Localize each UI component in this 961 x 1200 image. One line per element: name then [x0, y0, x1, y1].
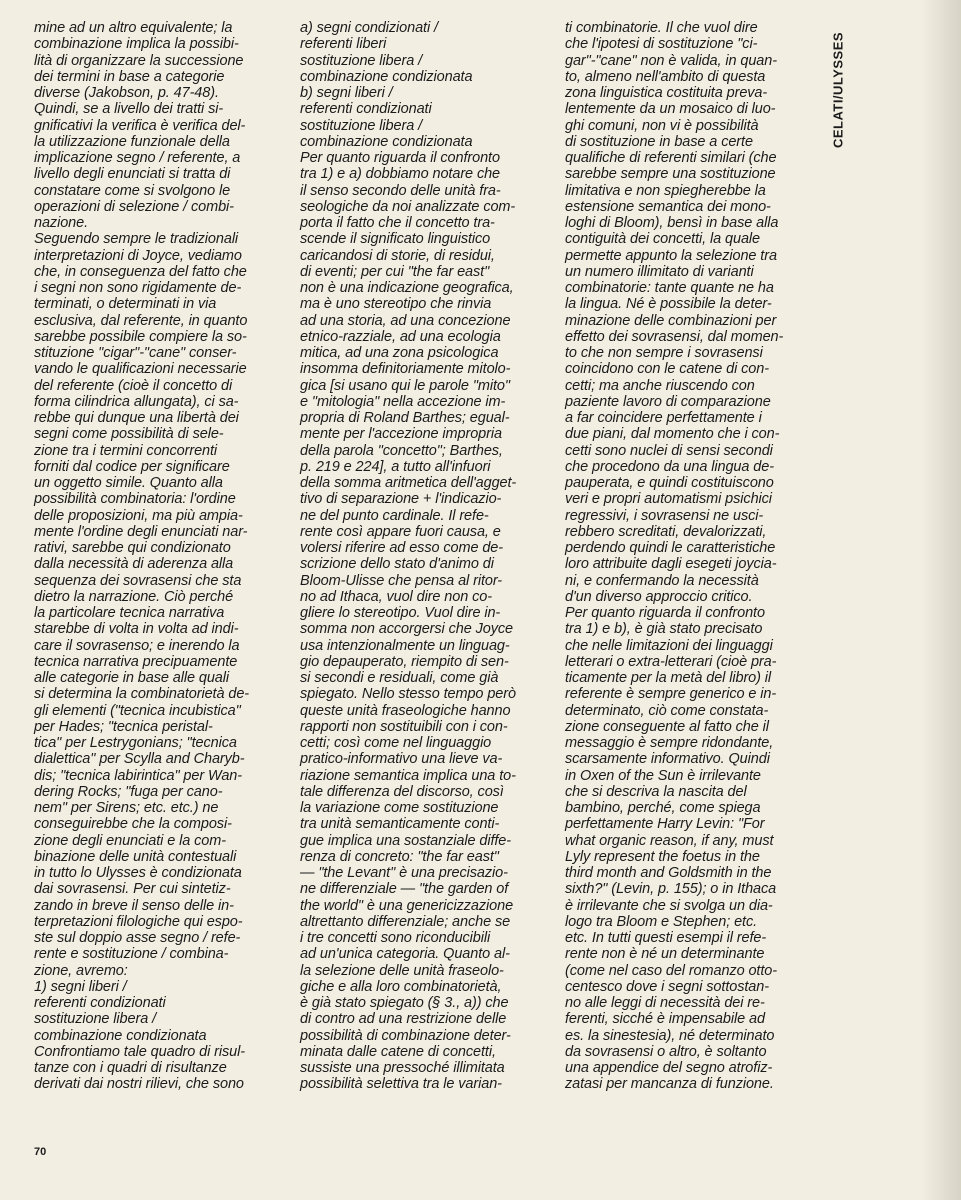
text-line: — "the Levant" è una precisazio- [300, 865, 508, 881]
text-line: che si descriva la nascita del [565, 783, 747, 800]
text-line: ferenti, sicché è impensabile ad [565, 1011, 765, 1028]
text-line: veri e propri automatismi psichici [565, 491, 772, 508]
text-line: referenti condizionati [34, 995, 166, 1011]
text-line: renza di concreto: "the far east" [300, 848, 499, 865]
text-line: the world" è una genericizzazione [300, 897, 514, 914]
text-line: usa intenzionalmente un linguag- [300, 637, 510, 654]
text-line: vando le qualificazioni necessarie [34, 361, 247, 378]
text-line: starebbe di volta in volta ad indi- [34, 621, 239, 638]
text-line: tra 1) e a) dobbiamo notare che [300, 166, 501, 183]
text-line: derivati dai nostri rilievi, che sono [34, 1076, 244, 1093]
text-line: somma non accorgersi che Joyce [300, 621, 513, 638]
text-line: gnificativi la verifica è verifica del- [34, 117, 246, 134]
text-line: tra 1) e b), è già stato precisato [565, 621, 763, 638]
text-line: la particolare tecnica narrativa [34, 605, 225, 621]
text-line: pauperata, e quindi costituiscono [565, 475, 774, 491]
running-head [828, 30, 848, 150]
text-line: caricandosi di storie, di residui, [300, 247, 495, 264]
text-line: del referente (cioè il concetto di [34, 377, 233, 394]
text-line: gar"-"cane" non è valida, in quan- [565, 52, 777, 69]
text-line: dering Rocks; "fuga per cano- [34, 783, 223, 800]
text-line: delle proposizioni, ma più ampia- [34, 507, 243, 524]
text-line: letterari o extra-letterari (cioè pra- [565, 653, 777, 670]
text-line: combinazione condizionata [300, 133, 473, 150]
text-line: non è una indicazione geografica, [300, 280, 514, 296]
text-line: ad un'unica categoria. Quanto al- [300, 946, 510, 963]
text-line: conseguirebbe che la composi- [34, 816, 232, 833]
text-line: forniti dal codice per significare [34, 458, 230, 475]
text-line: dalla necessità di aderenza alla [34, 556, 234, 573]
text-line: etnico-razziale, ad una ecologia [300, 328, 501, 345]
text-line: alle categorie in base alle quali [34, 670, 229, 686]
text-line: third month and Goldsmith in the [565, 865, 772, 881]
text-line: in tutto lo Ulysses è condizionata [34, 865, 242, 881]
text-line: riazione semantica implica una to- [300, 767, 516, 784]
text-line: determinato, ciò come constata- [565, 702, 769, 719]
text-line: della parola "concetto"; Barthes, [300, 442, 503, 459]
text-line: rebbe qui dunque una libertà dei [34, 410, 239, 426]
text-line: volersi riferire ad esso come de- [300, 540, 503, 556]
text-line: di eventi; per cui "the far east" [300, 263, 490, 280]
text-line: combinazione implica la possibi- [34, 36, 239, 53]
text-line: terpretazioni filologiche qui espo- [34, 913, 243, 930]
text-line: minazione delle combinazioni per [565, 312, 777, 329]
text-line: tanze con i quadri di risultanze [34, 1060, 227, 1076]
text-line: ni, e confermando la necessità [565, 572, 759, 589]
text-line: cetti; ma anche riuscendo con [565, 377, 755, 394]
text-line: dis; "tecnica labirintica" per Wan- [34, 767, 243, 784]
text-line: i segni non sono rigidamente de- [34, 280, 242, 296]
text-line: Per quanto riguarda il confronto [565, 605, 765, 621]
text-line: permette appunto la selezione tra [565, 247, 777, 264]
text-line: sarebbe sempre una sostituzione [565, 166, 776, 183]
text-line: mente l'ordine degli enunciati nar- [34, 523, 248, 540]
text-line: sostituzione libera / [34, 1011, 157, 1028]
text-line: messaggio è sempre ridondante, [565, 735, 774, 751]
text-line: rapporti non sostituibili con i con- [300, 718, 508, 735]
text-line: la lingua. Né è possibile la deter- [565, 296, 772, 313]
text-line: la selezione delle unità fraseolo- [300, 962, 504, 979]
text-line: minata dalle catene di concetti, [300, 1043, 496, 1060]
text-line: queste unità fraseologiche hanno [300, 702, 511, 719]
text-line: b) segni liberi / [300, 85, 393, 101]
text-line: referenti liberi [300, 36, 387, 53]
text-line: nem" per Sirens; etc. etc.) ne [34, 800, 219, 816]
text-line: livello degli enunciati si tratta di [34, 166, 231, 183]
text-line: lità di organizzare la successione [34, 52, 244, 69]
text-line: si determina la combinatorietà de- [34, 686, 250, 703]
text-line: sixth?" (Levin, p. 155); o in Ithaca [565, 881, 777, 898]
text-line: giche e alla loro combinatorietà, [300, 978, 502, 995]
text-line: interpretazioni di Joyce, vediamo [34, 247, 242, 264]
text-line: centesco dove i segni sottostan- [565, 978, 769, 995]
text-line: a) segni condizionati / [300, 20, 438, 36]
text-line: ti combinatorie. Il che vuol dire [565, 20, 758, 36]
text-line: sussiste una pressoché illimitata [300, 1060, 505, 1076]
text-line: what organic reason, if any, must [565, 832, 774, 849]
text-line: logo tra Bloom e Stephen; etc. [565, 913, 758, 930]
text-line: zione, avremo: [34, 962, 128, 979]
text-line: estensione semantica dei mono- [565, 198, 771, 215]
text-line: di contro ad una restrizione delle [300, 1011, 507, 1028]
text-column-3 [565, 20, 819, 1093]
text-line: lentemente da un mosaico di luo- [565, 101, 776, 118]
text-line: e "mitologia" nella accezione im- [300, 393, 506, 410]
text-line: che nelle limitazioni dei linguaggi [565, 637, 773, 654]
text-line: regressivi, i sovrasensi ne usci- [565, 507, 764, 524]
text-line: sarebbe possibile compiere la so- [34, 328, 247, 345]
text-line: mitica, ad una zona psicologica [300, 345, 499, 361]
text-line: zione conseguente al fatto che il [565, 718, 769, 735]
text-line: cetti sono nuclei di sensi secondi [565, 442, 773, 459]
text-line: pratico-informativo una lieve va- [300, 751, 503, 768]
text-line: propria di Roland Barthes; egual- [300, 410, 510, 426]
text-line: ticamente per la metà del libro) il [565, 670, 772, 686]
text-line: si secondi e residuali, come già [300, 670, 499, 686]
text-line: che l'ipotesi di sostituzione "ci- [565, 36, 758, 53]
text-line: mine ad un altro equivalente; la [34, 20, 233, 36]
text-line: tica" per Lestrygonians; "tecnica [34, 735, 237, 751]
text-line: ghi comuni, non vi è possibilità [565, 117, 759, 134]
text-line: mente per l'accezione impropria [300, 426, 502, 443]
text-line: to che non sempre i sovrasensi [565, 345, 763, 361]
text-line: sostituzione libera / [300, 52, 423, 69]
text-line: la utilizzazione funzionale della [34, 133, 230, 150]
text-line: Bloom-Ulisse che pensa al ritor- [300, 572, 503, 589]
text-line: ma è uno stereotipo che rinvia [300, 296, 492, 313]
text-line: in Oxen of the Sun è irrilevante [565, 767, 761, 784]
text-line: la variazione come sostituzione [300, 800, 499, 816]
text-line: combinazione condizionata [300, 68, 473, 85]
text-line: ne del punto cardinale. Il refe- [300, 507, 489, 524]
text-line: limitativa e non spiegherebbe la [565, 182, 766, 199]
text-line: sostituzione libera / [300, 117, 423, 134]
text-line: a far coincidere perfettamente i [565, 410, 762, 426]
text-line: dialettica" per Scylla and Charyb- [34, 751, 245, 768]
text-line: Seguendo sempre le tradizionali [34, 231, 239, 248]
text-line: perfettamente Harry Levin: "For [565, 816, 765, 833]
text-line: sequenza dei sovrasensi che sta [34, 572, 242, 589]
text-line: dei termini in base a categorie [34, 68, 225, 85]
text-line: dai sovrasensi. Per cui sintetiz- [34, 881, 231, 898]
text-line: perdendo quindi le caratteristiche [565, 540, 776, 556]
text-line: porta il fatto che il concetto tra- [300, 215, 495, 231]
text-line: effetto dei sovrasensi, dal momen- [565, 328, 784, 345]
text-line: nazione. [34, 215, 89, 231]
text-column-1 [34, 20, 286, 1093]
running-head-text: CELATI/ULYSSES [830, 31, 846, 149]
text-line: loghi di Bloom), bensì in base alla [565, 215, 779, 231]
text-line: che procedono da una lingua de- [565, 458, 774, 475]
text-line: possibilità di combinazione deter- [300, 1027, 511, 1044]
text-line: scarsamente informativo. Quindi [565, 751, 770, 768]
text-line: seologiche da noi analizzate com- [300, 198, 516, 215]
text-line: il senso secondo delle unità fra- [300, 182, 501, 199]
text-line: scende il significato linguistico [300, 231, 491, 248]
text-line: di sostituzione in base a certe [565, 133, 753, 150]
text-line: gliere lo stereotipo. Vuol dire in- [300, 605, 501, 621]
text-line: es. la sinestesia), né determinato [565, 1027, 775, 1044]
text-line: to, almeno nell'ambito di questa [565, 68, 766, 85]
text-line: rente e sostituzione / combina- [34, 946, 229, 963]
text-line: possibilità selettiva tra le varian- [300, 1076, 502, 1093]
text-line: combinatorie: tante quante ne ha [565, 280, 774, 296]
text-line: 1) segni liberi / [34, 978, 127, 995]
text-line: zione degli enunciati e la com- [34, 832, 226, 849]
text-line: tale differenza del discorso, così [300, 783, 504, 800]
text-line: zatasi per mancanza di funzione. [565, 1076, 774, 1093]
text-line: che, in conseguenza del fatto che [34, 263, 247, 280]
text-line: tecnica narrativa precipuamente [34, 653, 238, 670]
text-column-2 [300, 20, 554, 1093]
text-line: implicazione segno / referente, a [34, 150, 241, 166]
text-line: ne differenziale — "the garden of [300, 881, 509, 898]
text-line: (come nel caso del romanzo otto- [565, 962, 777, 979]
text-line: binazione delle unità contestuali [34, 848, 237, 865]
text-line: segni come possibilità di sele- [34, 426, 224, 443]
text-line: per Hades; "tecnica peristal- [34, 718, 213, 735]
text-line: Quindi, se a livello dei tratti si- [34, 101, 224, 118]
text-line: referente è sempre generico e in- [565, 686, 777, 703]
text-line: terminati, o determinati in via [34, 296, 217, 313]
text-line: due piani, dal momento che i con- [565, 426, 780, 443]
text-line: ste sul doppio asse segno / refe- [34, 930, 241, 946]
text-line: rente così appare fuori causa, e [300, 523, 501, 540]
text-line: paziente lavoro di comparazione [565, 393, 771, 410]
text-line: possibilità combinatoria: l'ordine [34, 491, 236, 508]
text-line: diverse (Jakobson, p. 47-48). [34, 85, 219, 101]
text-line: Lyly represent the foetus in the [565, 848, 760, 865]
text-line: referenti condizionati [300, 101, 432, 118]
text-line: combinazione condizionata [34, 1027, 207, 1044]
text-line: rativi, sarebbe qui condizionato [34, 540, 231, 556]
text-line: coincidono con le catene di con- [565, 361, 769, 378]
text-line: gli elementi ("tecnica incubistica" [34, 702, 241, 719]
text-line: scrizione dello stato d'animo di [300, 556, 494, 573]
text-line: gica [si usano qui le parole "mito" [300, 377, 510, 394]
text-line: qualifiche di referenti similari (che [565, 150, 777, 166]
text-line: no alle leggi di necessità dei re- [565, 995, 765, 1011]
text-line: Per quanto riguarda il confronto [300, 150, 500, 166]
text-line: cetti; così come nel linguaggio [300, 735, 492, 751]
text-line: altrettanto differenziale; anche se [300, 913, 511, 930]
text-line: una appendice del segno atrofiz- [565, 1060, 773, 1076]
text-line: zione tra i termini concorrenti [34, 442, 218, 459]
text-line: un numero illimitato di varianti [565, 263, 754, 280]
text-line: un oggetto simile. Quanto alla [34, 475, 223, 491]
text-line: spiegato. Nello stesso tempo però [300, 686, 516, 703]
text-line: ad una storia, ad una concezione [300, 312, 511, 329]
text-line: stituzione "cigar"-"cane" conser- [34, 345, 237, 361]
text-line: loro attribuite dagli esegeti joycia- [565, 556, 777, 573]
page-number: 70 [34, 1146, 47, 1158]
text-line: operazioni di selezione / combi- [34, 198, 234, 215]
text-line: p. 219 e 224], a tutto all'infuori [300, 458, 491, 475]
text-line: zando in breve il senso delle in- [34, 897, 234, 914]
text-line: i tre concetti sono riconducibili [300, 930, 491, 946]
text-line: rebbero screditati, devalorizzati, [565, 523, 767, 540]
text-line: esclusiva, dal referente, in quanto [34, 312, 248, 329]
text-line: constatare come si svolgono le [34, 182, 231, 199]
text-line: zona linguistica costituita preva- [565, 85, 768, 101]
text-line: è irrilevante che si svolga un dia- [565, 897, 773, 914]
text-line: contiguità dei concetti, la quale [565, 231, 760, 248]
text-line: è già stato spiegato (§ 3., a)) che [300, 995, 509, 1011]
text-line: insomma definitoriamente mitolo- [300, 361, 511, 378]
text-line: no ad Ithaca, vuol dire non co- [300, 588, 492, 605]
text-line: tivo di separazione + l'indicazio- [300, 491, 502, 508]
text-line: rente non è né un determinante [565, 946, 765, 963]
text-line: gue implica una sostanziale diffe- [300, 832, 511, 849]
page-edge-shadow [921, 0, 961, 1200]
text-line: care il sovrasenso; e inerendo la [34, 637, 240, 654]
text-line: d'un diverso approccio critico. [565, 588, 753, 605]
text-line: bambino, perché, come spiega [565, 800, 761, 816]
text-line: gio depauperato, riempito di sen- [300, 653, 509, 670]
text-line: della somma aritmetica dell'agget- [300, 475, 517, 491]
text-line: dietro la narrazione. Ciò perché [34, 588, 234, 605]
text-line: tra unità semanticamente conti- [300, 816, 500, 833]
text-line: Confrontiamo tale quadro di risul- [34, 1043, 245, 1060]
text-line: da sovrasensi o altro, è soltanto [565, 1043, 767, 1060]
text-line: forma cilindrica allungata), ci sa- [34, 393, 239, 410]
text-line: etc. In tutti questi esempi il refe- [565, 930, 767, 946]
